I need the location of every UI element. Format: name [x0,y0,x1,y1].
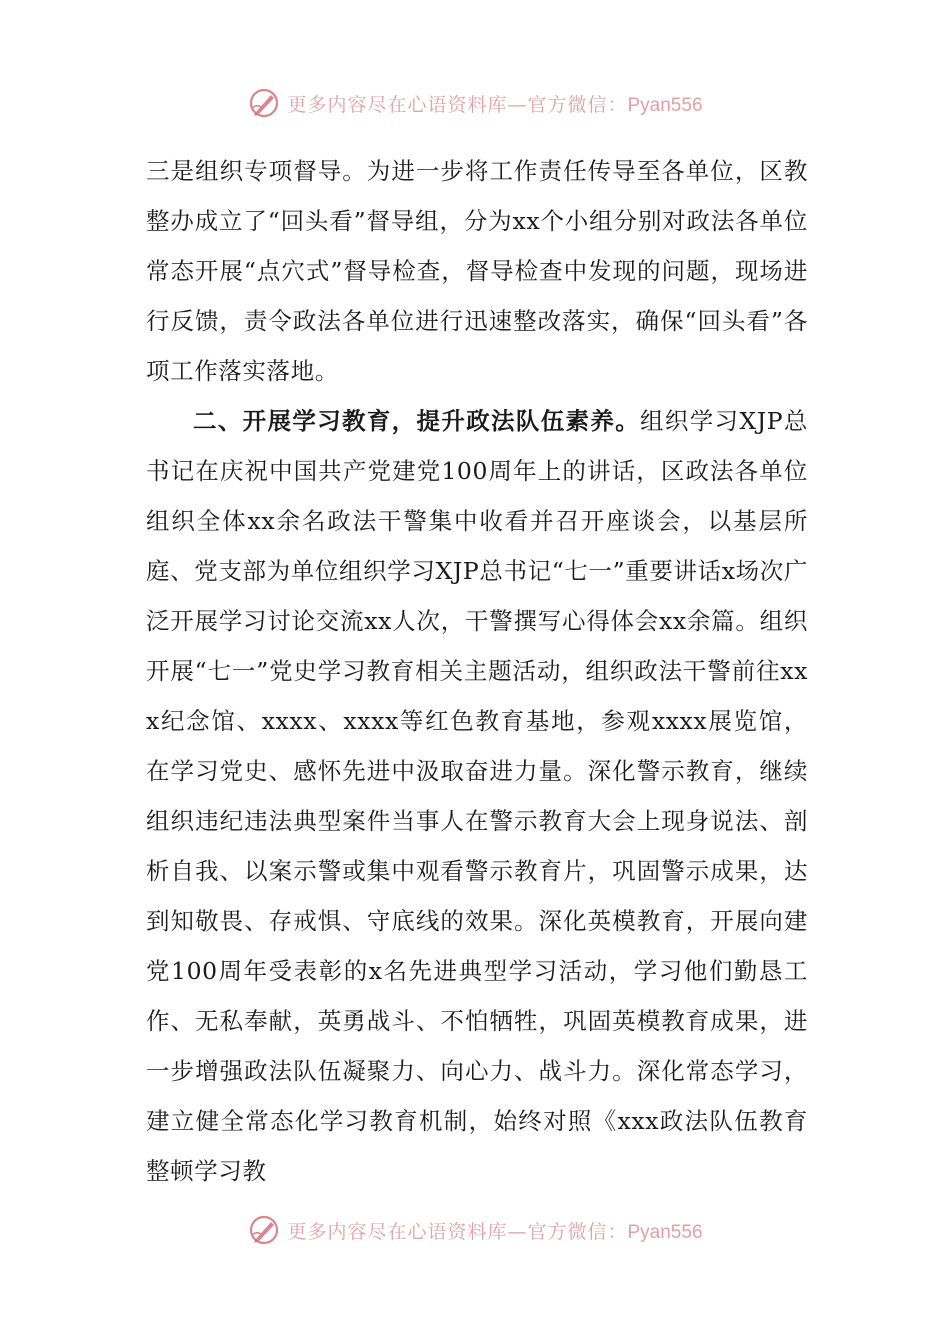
watermark-text: 更多内容尽在心语资料库—官方微信：Pyan556 [287,1220,703,1243]
watermark-account: Pyan556 [627,94,703,116]
paragraph-supervision [146,146,808,396]
paragraph-education [146,396,808,1196]
watermark-text: 更多内容尽在心语资料库—官方微信：Pyan556 [287,93,703,116]
paragraph-text: 组织学习XJP总书记在庆祝中国共产党建党100周年上的讲话，区政法各单位组织全体xx余名政法干警集中收看并召开座谈会，以基层所庭、党支部为单位组织学习XJP总书记“七一”重要讲话x场次广泛开展学习讨论交流xx人次，干警撰写心得体会xx余篇。组织开展“七一”党史学习教育相关主题活动，组织政法干警前往xxx纪念馆、xxxx、xxxx等红色教育基地，参观xxxx展览馆，在学习党史、感怀先进中汲取奋进力量。深化警示教育，继续组织违纪违法典型案件当事人在警示教育大会上现身说法、剖析自我、以案示警或集中观看警示教育片，巩固警示成果，达到知敬畏、存戒惧、守底线的效果。深化英模教育，开展向建党100周年受表彰的x名先进典型学习活动，学习他们勤恳工作、无私奉献，英勇战斗、不怕牺牲，巩固英模教育成果，进一步增强政法队伍凝聚力、向心力、战斗力。深化常态学习，建立健全常态化学习教育机制，始终对照《xxx政法队伍教育整顿学习教 [146,407,808,1185]
pen-logo-icon [247,86,281,120]
pen-logo-icon [247,1213,281,1247]
watermark-footer [0,1210,950,1250]
section-heading: 二、开展学习教育，提升政法队伍素养。 [193,407,641,435]
document-body [146,146,808,1196]
watermark-header [0,83,950,123]
watermark-account: Pyan556 [627,1221,703,1243]
paragraph-text: 三是组织专项督导。为进一步将工作责任传导至各单位，区教整办成立了“回头看”督导组，分为xx个小组分别对政法各单位常态开展“点穴式”督导检查，督导检查中发现的问题，现场进行反馈，责令政法各单位进行迅速整改落实，确保“回头看”各项工作落实落地。 [146,157,808,385]
